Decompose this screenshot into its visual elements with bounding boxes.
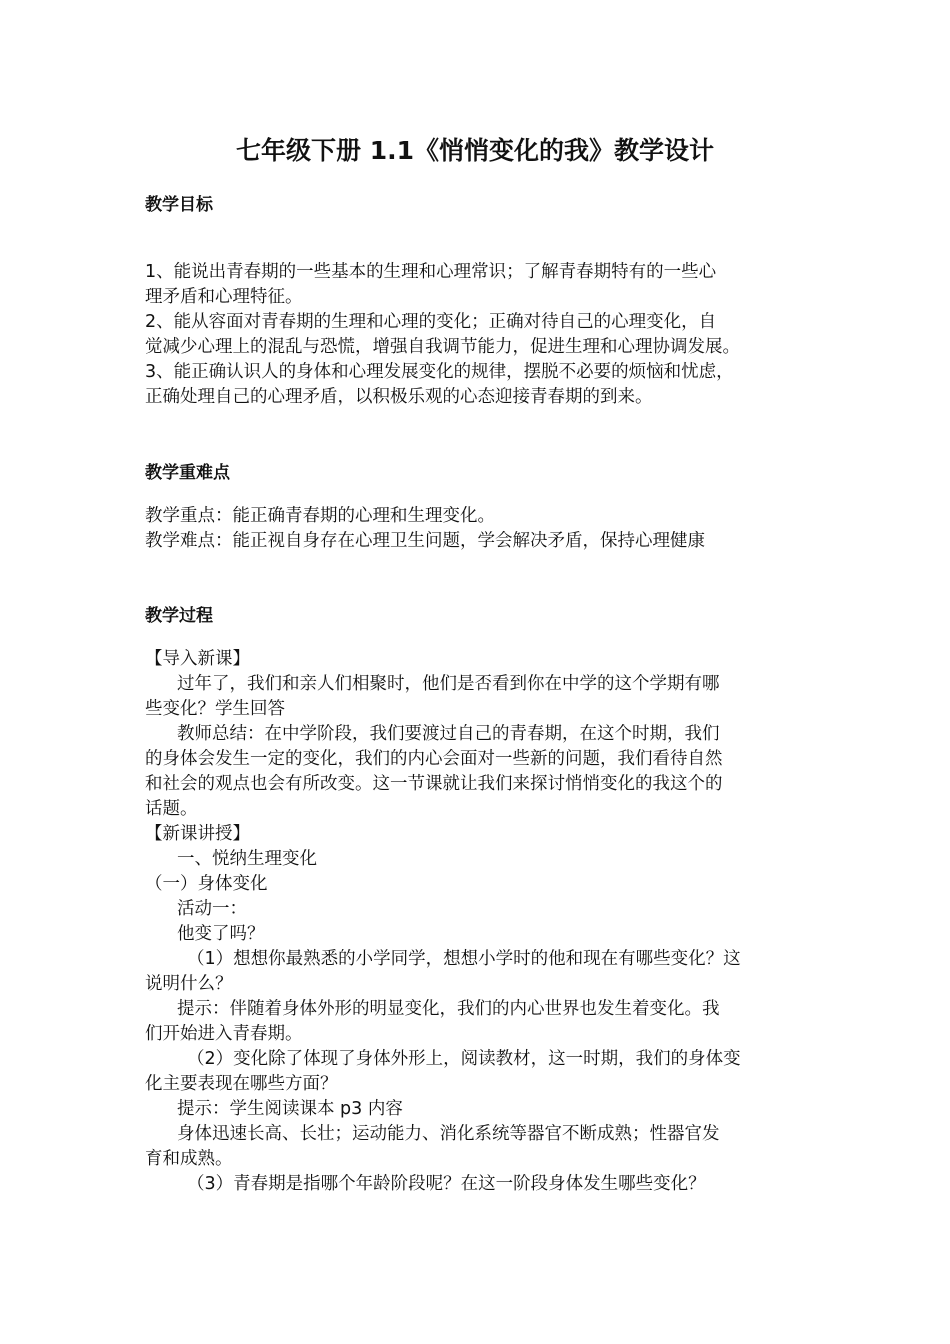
text-line: 他变了吗？: [177, 924, 265, 944]
text-line: 教师总结：在中学阶段，我们要渡过自己的青春期，在这个时期，我们: [177, 724, 720, 744]
process-text: [145, 647, 825, 1197]
text-line: 们开始进入青春期。: [145, 1024, 303, 1044]
document-title: 七年级下册 1.1《悄悄变化的我》教学设计: [236, 136, 714, 165]
text-line: 一、悦纳生理变化: [177, 849, 317, 869]
objectives-text: [145, 260, 825, 410]
text-line: 【导入新课】: [145, 649, 250, 669]
text-line: 过年了，我们和亲人们相聚时，他们是否看到你在中学的这个学期有哪: [177, 674, 720, 694]
text-line: 身体迅速长高、长壮；运动能力、消化系统等器官不断成熟；性器官发: [177, 1124, 720, 1144]
key-points-heading: 教学重难点: [145, 463, 230, 483]
text-line: （2）变化除了体现了身体外形上，阅读教材，这一时期，我们的身体变: [187, 1049, 741, 1069]
text-line: 【新课讲授】: [145, 824, 250, 844]
text-line: 的身体会发生一定的变化，我们的内心会面对一些新的问题，我们看待自然: [145, 749, 723, 769]
process-heading: 教学过程: [145, 606, 213, 626]
text-line: 正确处理自己的心理矛盾，以积极乐观的心态迎接青春期的到来。: [145, 387, 653, 407]
text-line: 教学难点：能正视自身存在心理卫生问题，学会解决矛盾，保持心理健康: [145, 531, 705, 551]
text-line: 1、能说出青春期的一些基本的生理和心理常识；了解青春期特有的一些心: [145, 262, 717, 282]
text-line: 话题。: [145, 799, 198, 819]
text-line: 些变化？学生回答: [145, 699, 285, 719]
key-points-text: [145, 504, 825, 554]
text-line: 提示：学生阅读课本 p3 内容: [177, 1099, 403, 1119]
text-line: 说明什么？: [145, 974, 233, 994]
text-line: 教学重点：能正确青春期的心理和生理变化。: [145, 506, 495, 526]
text-line: 活动一：: [177, 899, 247, 919]
text-line: （一）身体变化: [145, 874, 268, 894]
text-line: 理矛盾和心理特征。: [145, 287, 303, 307]
text-line: 2、能从容面对青春期的生理和心理的变化；正确对待自己的心理变化，自: [145, 312, 717, 332]
text-line: 育和成熟。: [145, 1149, 233, 1169]
text-line: 和社会的观点也会有所改变。这一节课就让我们来探讨悄悄变化的我这个的: [145, 774, 723, 794]
text-line: 觉减少心理上的混乱与恐慌，增强自我调节能力，促进生理和心理协调发展。: [145, 337, 740, 357]
text-line: 提示：伴随着身体外形的明显变化，我们的内心世界也发生着变化。我: [177, 999, 720, 1019]
text-line: （3）青春期是指哪个年龄阶段呢？在这一阶段身体发生哪些变化？: [187, 1174, 706, 1194]
text-line: 3、能正确认识人的身体和心理发展变化的规律，摆脱不必要的烦恼和忧虑，: [145, 362, 734, 382]
text-line: （1）想想你最熟悉的小学同学，想想小学时的他和现在有哪些变化？这: [187, 949, 741, 969]
objectives-heading: 教学目标: [145, 195, 213, 215]
text-line: 化主要表现在哪些方面？: [145, 1074, 338, 1094]
